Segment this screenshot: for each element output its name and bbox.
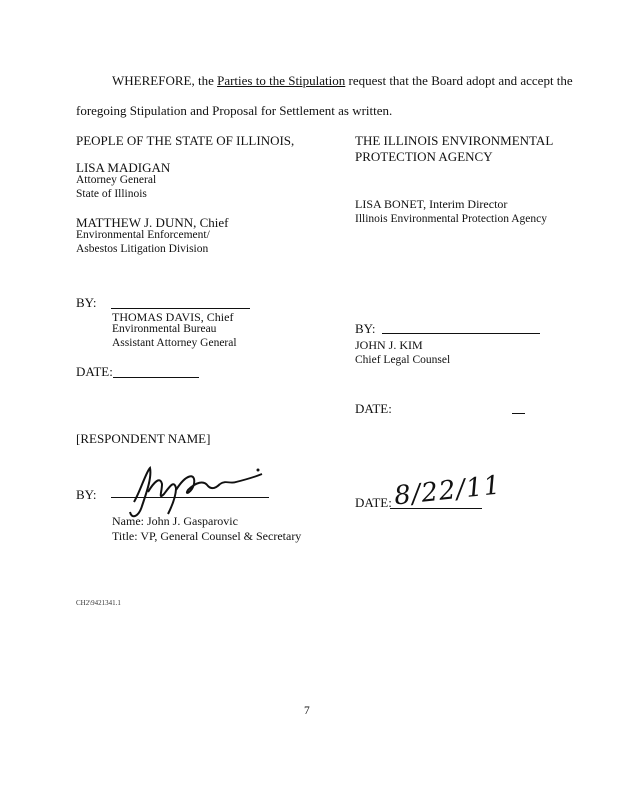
right-date-line <box>512 413 525 414</box>
chief-name: MATTHEW J. DUNN, Chief <box>76 215 229 230</box>
page-number: 7 <box>304 705 310 717</box>
right-counsel-title: Chief Legal Counsel <box>355 354 451 366</box>
respondent-name-line: Name: John J. Gasparovic <box>112 514 238 528</box>
intro-line-2: foregoing Stipulation and Proposal for Settlement as written. <box>76 103 393 118</box>
left-signer-title: Assistant Attorney General <box>112 337 237 349</box>
doc-id: CH2\9421341.1 <box>76 599 121 607</box>
left-signature-line <box>111 308 250 309</box>
left-signer-name: THOMAS DAVIS, Chief <box>112 310 234 324</box>
chief-division-1: Environmental Enforcement/ <box>76 229 210 241</box>
people-party-heading: PEOPLE OF THE STATE OF ILLINOIS, <box>76 133 295 148</box>
left-signer-bureau: Environmental Bureau <box>112 323 217 335</box>
right-counsel-name: JOHN J. KIM <box>355 338 423 352</box>
iepa-party-heading-2: PROTECTION AGENCY <box>355 149 493 164</box>
wherefore-word: WHEREFORE <box>112 73 192 88</box>
left-date-line <box>113 377 199 378</box>
respondent-date-label: DATE: <box>355 495 392 510</box>
intro-line-1: WHEREFORE, the Parties to the Stipulation request that the Board adopt and accept the <box>112 73 573 88</box>
iepa-party-heading-1: THE ILLINOIS ENVIRONMENTAL <box>355 133 554 148</box>
respondent-date-handwritten: 8/22/11 <box>392 470 503 512</box>
respondent-signature <box>112 462 272 522</box>
ag-title: Attorney General <box>76 174 157 186</box>
chief-division-2: Asbestos Litigation Division <box>76 243 209 255</box>
respondent-heading: [RESPONDENT NAME] <box>76 431 211 446</box>
iepa-director-agency: Illinois Environmental Protection Agency <box>355 213 547 225</box>
respondent-by-label: BY: <box>76 487 97 502</box>
right-by-label: BY: <box>355 321 376 336</box>
left-by-label: BY: <box>76 295 97 310</box>
ag-name: LISA MADIGAN <box>76 160 171 175</box>
iepa-director-name: LISA BONET, Interim Director <box>355 197 508 211</box>
respondent-title-line: Title: VP, General Counsel & Secretary <box>112 529 302 543</box>
parties-link[interactable]: Parties to the Stipulation <box>217 73 346 88</box>
left-date-label: DATE: <box>76 364 113 379</box>
right-date-label: DATE: <box>355 401 392 416</box>
right-signature-line <box>382 333 540 334</box>
ag-state: State of Illinois <box>76 188 147 200</box>
